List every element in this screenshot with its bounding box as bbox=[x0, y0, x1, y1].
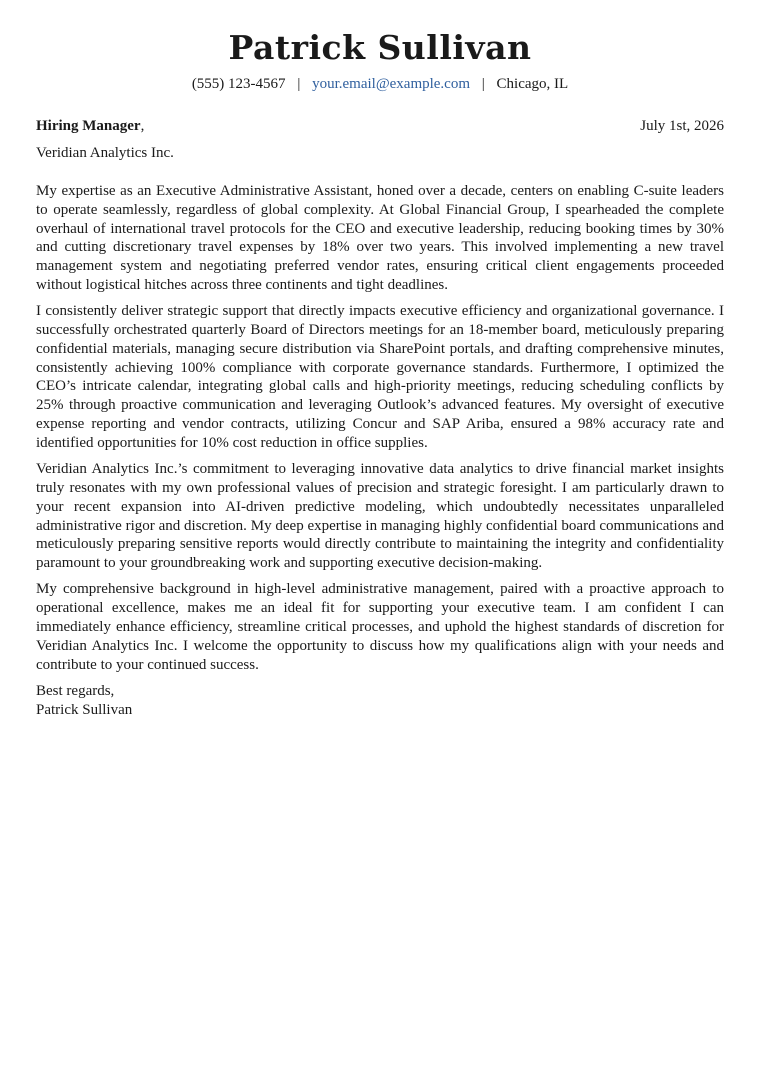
body-paragraph: My comprehensive background in high-level administrative management, paired with a proactive approach to operational excellence, makes me an ideal fit for supporting your executive team. I am confident I can immediately enhance efficiency, streamline critical processes, and uphold the highest standards of discretion for Veridian Analytics Inc. I welcome the opportunity to discuss how my qualifications align with your needs and contribute to your continued success. bbox=[36, 581, 724, 673]
contact-separator: | bbox=[481, 76, 485, 92]
body-paragraph: Veridian Analytics Inc.’s commitment to leveraging innovative data analytics to drive financial market insights truly resonates with my own professional values of precision and strategic foresight. I am particularly drawn to your recent expansion into AI-driven predictive modeling, which undoubtedly necessitates unparalleled administrative rigor and discretion. My deep expertise in managing highly confidential board communications and meticulously preparing sensitive reports would directly contribute to maintaining the integrity and confidentiality paramount to your groundbreaking work and supporting executive decision-making. bbox=[36, 461, 724, 572]
phone-number: (555) 123-4567 bbox=[191, 76, 286, 92]
closing-salutation: Best regards, bbox=[36, 683, 115, 700]
location: Chicago, IL bbox=[496, 76, 569, 92]
recipient-company: Veridian Analytics Inc. bbox=[36, 145, 174, 161]
recipient-greeting bbox=[36, 116, 144, 136]
letter-body bbox=[36, 182, 724, 674]
letter-closing bbox=[36, 682, 724, 720]
recipient-role: Hiring Manager bbox=[36, 118, 141, 134]
body-paragraph: I consistently deliver strategic support that directly impacts executive efficiency and organizational governance. I successfully orchestrated quarterly Board of Directors meetings for an 18-member board, meticulously preparing confidential materials, managing secure distribution via SharePoint portals, and drafting comprehensive minutes, consistently achieving 100% compliance with corporate governance standards. Furthermore, I optimized the CEO’s intricate calendar, integrating global calls and high-priority meetings, reducing scheduling conflicts by 25% through proactive communication and leveraging Outlook’s advanced features. My oversight of executive expense reporting and vendor contracts, utilizing Concur and SAP Ariba, ensured a 98% accuracy rate and identified opportunities for 10% cost reduction in office supplies. bbox=[36, 303, 724, 451]
letter-date: July 1st, 2026 bbox=[640, 118, 724, 134]
recipient-role-suffix: , bbox=[140, 118, 145, 134]
body-paragraph: My expertise as an Executive Administrative Assistant, honed over a decade, centers on enabling C-suite leaders to operate seamlessly, regardless of global complexity. At Global Financial Group, I spearheaded the complete overhaul of international travel protocols for the CEO and executive leadership, reducing booking times by 30% and cutting discretionary travel expenses by 18% over two years. This involved implementing a new travel management system and negotiating preferred vendor rates, ensuring critical client engagements proceeded without logistical hitches across three continents and tight deadlines. bbox=[36, 183, 724, 293]
recipient-row bbox=[36, 116, 724, 136]
contact-separator: | bbox=[297, 76, 301, 92]
closing-signature: Patrick Sullivan bbox=[36, 702, 133, 719]
contact-line bbox=[36, 74, 724, 94]
email-link[interactable]: your.email@example.com bbox=[312, 76, 471, 92]
applicant-name: Patrick Sullivan bbox=[228, 28, 532, 67]
